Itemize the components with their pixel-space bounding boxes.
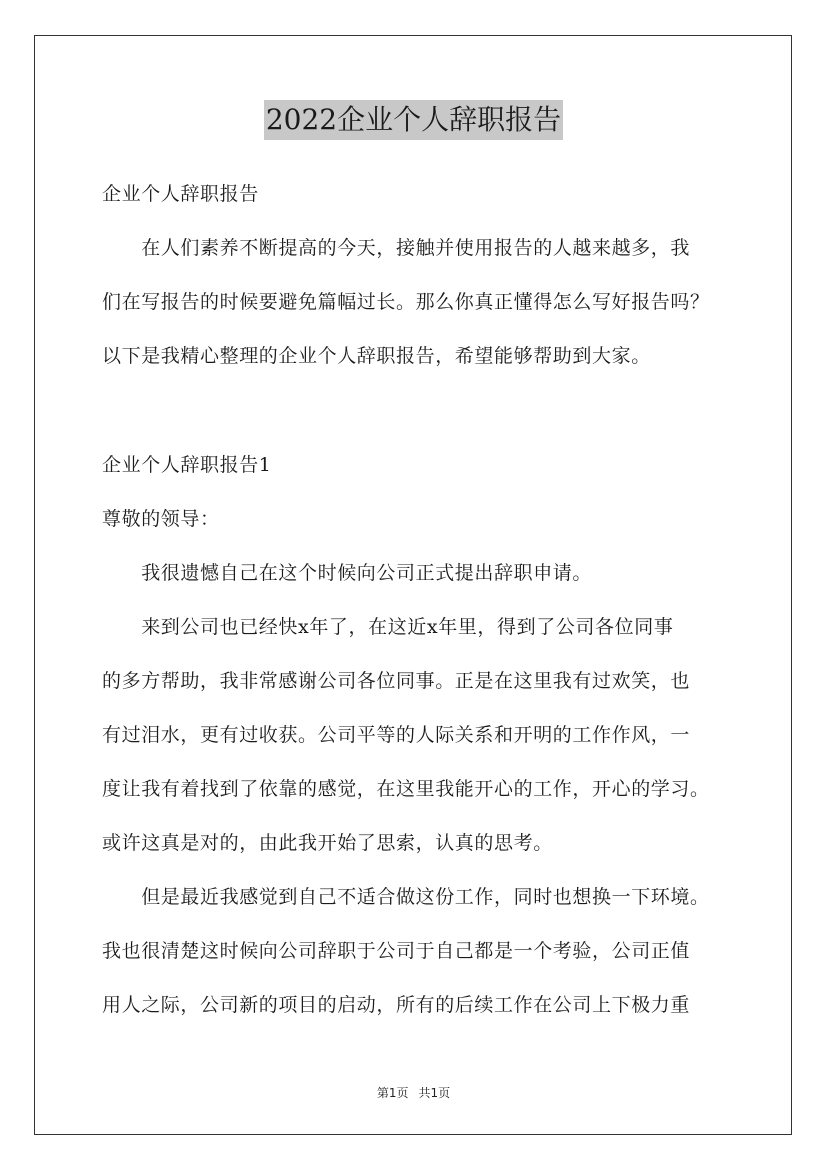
document-subtitle: 企业个人辞职报告 [102, 183, 259, 205]
paragraph-line: 的多方帮助，我非常感谢公司各位同事。正是在这里我有过欢笑，也 [102, 670, 691, 692]
title-container [0, 100, 827, 140]
page-footer [0, 1084, 827, 1101]
page-total: 共1页 [418, 1086, 451, 1100]
paragraph-line: 来到公司也已经快x年了，在这近x年里，得到了公司各位同事 [102, 616, 674, 638]
paragraph-line: 但是最近我感觉到自己不适合做这份工作，同时也想换一下环境。 [102, 886, 710, 908]
paragraph-line: 度让我有着找到了依靠的感觉，在这里我能开心的工作，开心的学习。 [102, 778, 710, 800]
salutation: 尊敬的领导： [102, 508, 220, 530]
section-heading: 企业个人辞职报告1 [102, 454, 272, 476]
paragraph-line: 在人们素养不断提高的今天，接触并使用报告的人越来越多，我 [102, 237, 691, 259]
paragraph-line: 我很遗憾自己在这个时候向公司正式提出辞职申请。 [102, 562, 593, 584]
document-title: 2022企业个人辞职报告 [264, 100, 563, 140]
paragraph-line: 我也很清楚这时候向公司辞职于公司于自己都是一个考验，公司正值 [102, 940, 691, 962]
paragraph-line: 们在写报告的时候要避免篇幅过长。那么你真正懂得怎么写好报告吗？ [102, 291, 710, 313]
page-number: 第1页 [376, 1086, 409, 1100]
paragraph-line: 以下是我精心整理的企业个人辞职报告，希望能够帮助到大家。 [102, 345, 651, 367]
paragraph-line: 有过泪水，更有过收获。公司平等的人际关系和开明的工作作风，一 [102, 724, 691, 746]
paragraph-line: 或许这真是对的，由此我开始了思索，认真的思考。 [102, 832, 553, 854]
paragraph-line: 用人之际，公司新的项目的启动，所有的后续工作在公司上下极力重 [102, 994, 691, 1016]
